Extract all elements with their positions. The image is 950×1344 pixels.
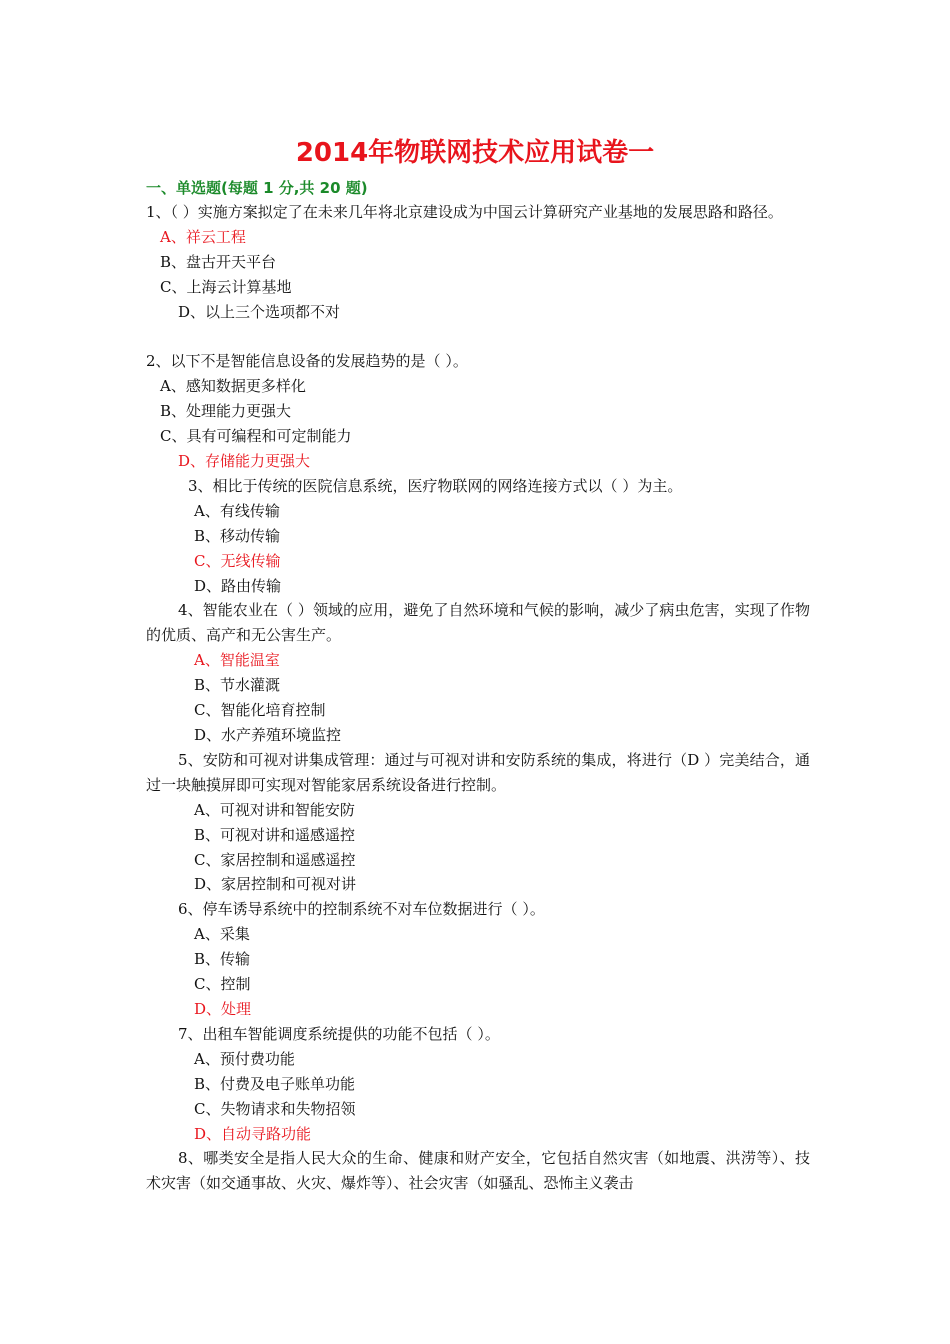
question-6-text: 6、停车诱导系统中的控制系统不对车位数据进行（ ）。 <box>178 900 545 919</box>
question-4-text: 4、智能农业在（ ）领域的应用，避免了自然环境和气候的影响，减少了病虫危害，实现了作物的优质、高产和无公害生产。 <box>146 601 810 645</box>
question-2-option-d: D、存储能力更强大 <box>178 452 311 471</box>
question-4-option-c: C、智能化培育控制 <box>194 701 326 720</box>
question-1-option-a: A、祥云工程 <box>160 227 246 246</box>
page-title: 2014年物联网技术应用试卷一 <box>295 138 655 168</box>
question-1-option-d: D、以上三个选项都不对 <box>178 302 341 321</box>
question-2-option-c: C、具有可编程和可定制能力 <box>160 427 352 446</box>
question-4-option-d: D、水产养殖环境监控 <box>194 726 342 745</box>
question-5-option-d: D、家居控制和可视对讲 <box>194 875 357 894</box>
question-7-option-a: A、预付费功能 <box>194 1049 295 1068</box>
question-2-option-b: B、处理能力更强大 <box>160 402 292 421</box>
section-heading: 一、单选题(每题 1 分,共 20 题) <box>146 179 368 197</box>
question-1-option-b: B、盘古开天平台 <box>160 252 277 271</box>
question-3-option-a: A、有线传输 <box>194 501 280 520</box>
question-7-text: 7、出租车智能调度系统提供的功能不包括（ ）。 <box>178 1024 500 1043</box>
question-6-option-c: C、控制 <box>194 975 251 994</box>
question-4-option-b: B、节水灌溉 <box>194 676 281 695</box>
question-3-option-d: D、路由传输 <box>194 576 282 595</box>
question-5-option-a: A、可视对讲和智能安防 <box>194 800 355 819</box>
question-1-text: 1、（ ）实施方案拟定了在未来几年将北京建设成为中国云计算研究产业基地的发展思路和路径。 <box>146 203 783 221</box>
question-6-option-d: D、处理 <box>194 999 252 1018</box>
question-2-option-a: A、感知数据更多样化 <box>160 377 306 396</box>
question-1-option-c: C、上海云计算基地 <box>160 277 292 296</box>
question-2-text: 2、以下不是智能信息设备的发展趋势的是（ ）。 <box>146 352 468 371</box>
question-5-option-c: C、家居控制和遥感遥控 <box>194 850 356 869</box>
question-7-option-b: B、付费及电子账单功能 <box>194 1074 356 1093</box>
question-8-text: 8、哪类安全是指人民大众的生命、健康和财产安全，它包括自然灾害（如地震、洪涝等）、技术灾害（如交通事故、火灾、爆炸等）、社会灾害（如骚乱、恐怖主义袭击 <box>146 1149 810 1193</box>
question-list <box>146 200 810 1196</box>
question-4-option-a: A、智能温室 <box>194 651 280 670</box>
question-5-option-b: B、可视对讲和遥感遥控 <box>194 825 356 844</box>
question-3-text: 3、相比于传统的医院信息系统，医疗物联网的网络连接方式以（ ）为主。 <box>188 476 683 495</box>
question-6-option-b: B、传输 <box>194 950 251 969</box>
question-3-option-c: C、无线传输 <box>194 551 281 570</box>
question-5-text: 5、安防和可视对讲集成管理：通过与可视对讲和安防系统的集成，将进行（D ）完美结合，通过一块触摸屏即可实现对智能家居系统设备进行控制。 <box>146 750 810 794</box>
question-7-option-d: D、自动寻路功能 <box>194 1124 312 1143</box>
question-3-option-b: B、移动传输 <box>194 526 281 545</box>
blank-line <box>146 325 810 350</box>
question-7-option-c: C、失物请求和失物招领 <box>194 1099 356 1118</box>
question-6-option-a: A、采集 <box>194 925 250 944</box>
